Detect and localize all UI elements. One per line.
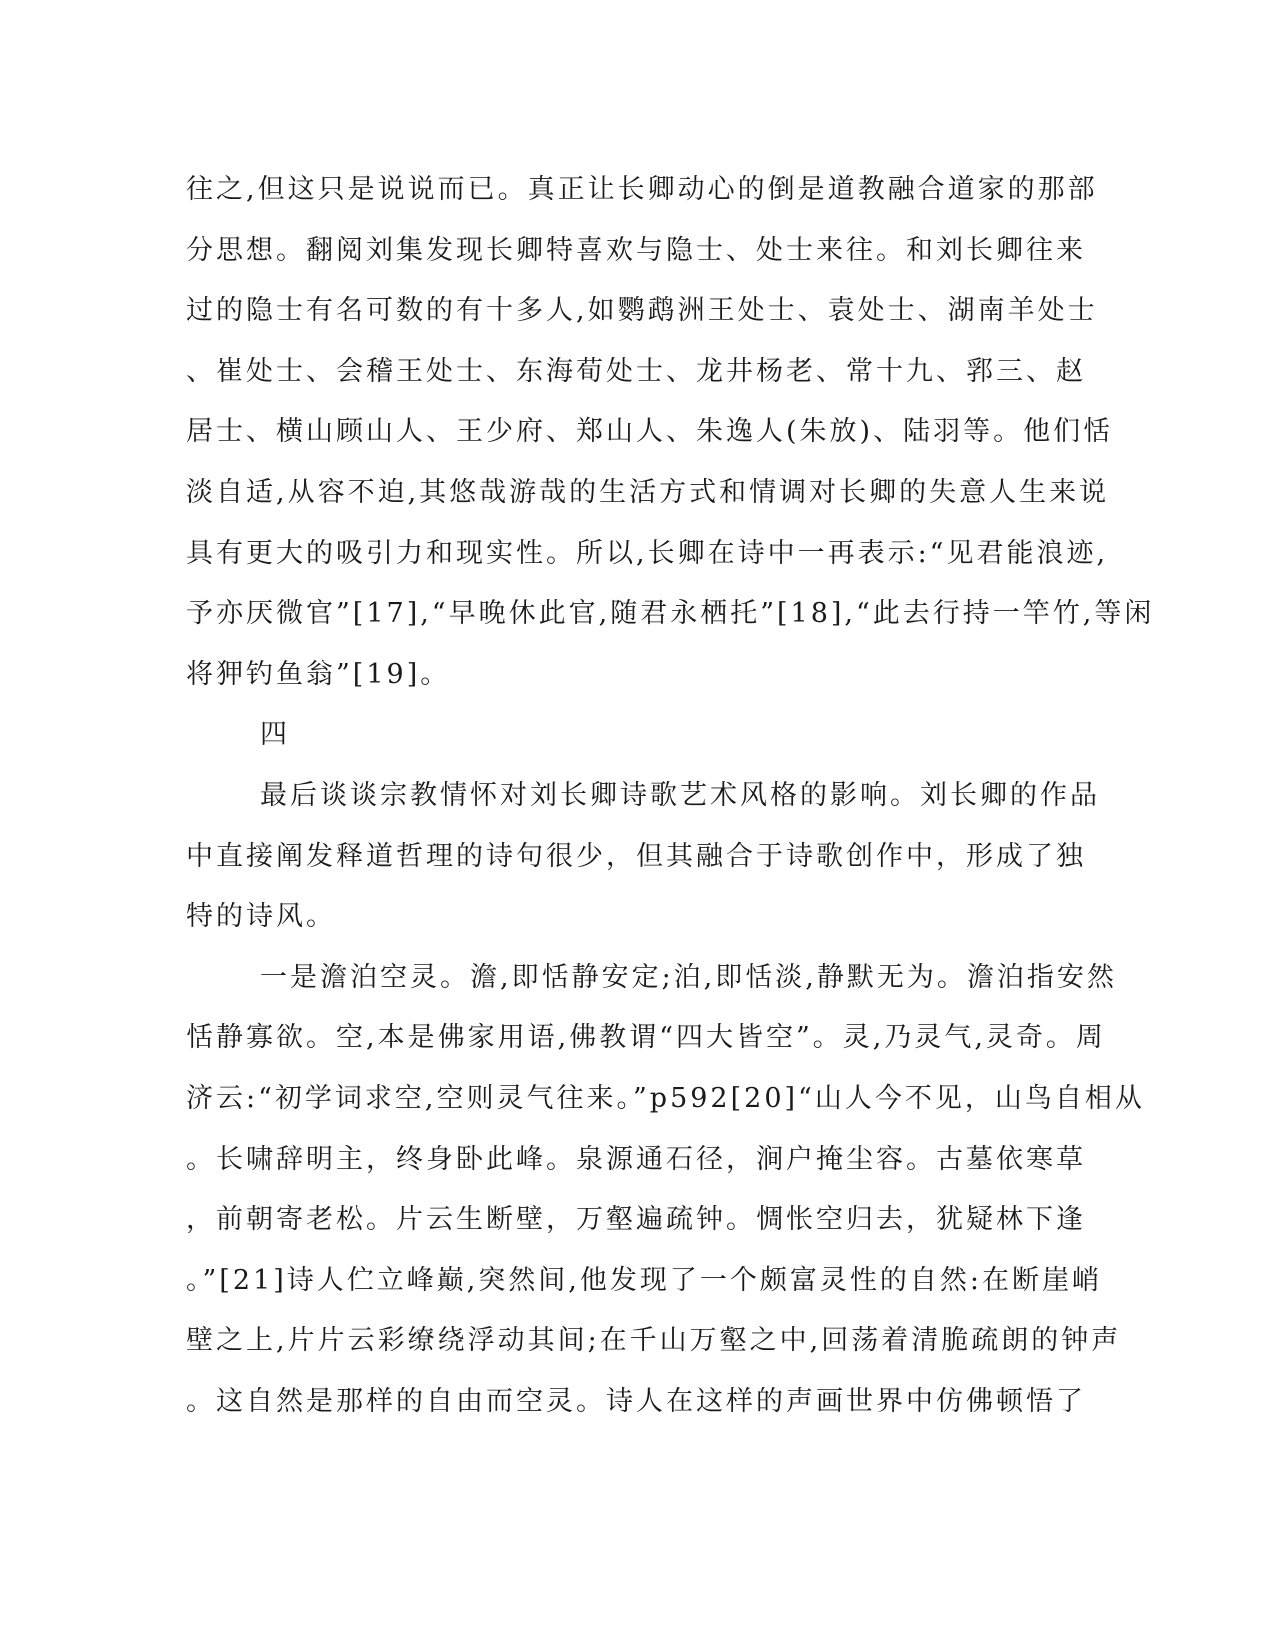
text-line: 壁之上,片片云彩缭绕浮动其间;在千山万壑之中,回荡着清脆疏朗的钟声: [186, 1325, 1122, 1357]
text-line: 济云:“初学词求空,空则灵气往来。”p592[20]“山人今不见，山鸟自相从: [186, 1082, 1145, 1114]
text-line: 一是澹泊空灵。澹,即恬静安定;泊,即恬淡,静默无为。澹泊指安然: [260, 961, 1117, 993]
text-line: 往之,但这只是说说而已。真正让长卿动心的倒是道教融合道家的那部: [186, 174, 1098, 205]
text-line: 具有更大的吸引力和现实性。所以,长卿在诗中一再表示:“见君能浪迹,: [186, 537, 1109, 569]
text-line: 。”[21]诗人伫立峰巅,突然间,他发现了一个颇富灵性的自然:在断崖峭: [186, 1264, 1102, 1296]
text-line: 中直接阐发释道哲理的诗句很少，但其融合于诗歌创作中，形成了独: [186, 840, 1086, 872]
text-line: 淡自适,从容不迫,其悠哉游哉的生活方式和情调对长卿的失意人生来说: [186, 476, 1110, 508]
text-line: 分思想。翻阅刘集发现长卿特喜欢与隐士、处士来往。和刘长卿往来: [186, 234, 1086, 266]
body-text: [186, 160, 1155, 1432]
text-line: 将狎钓鱼翁”[19]。: [186, 658, 451, 690]
text-line: 特的诗风。: [186, 901, 336, 933]
text-line: 、崔处士、会稽王处士、东海荀处士、龙井杨老、常十九、郛三、赵: [186, 355, 1086, 387]
text-line: 最后谈谈宗教情怀对刘长卿诗歌艺术风格的影响。刘长卿的作品: [260, 779, 1100, 811]
section-heading: 四: [260, 719, 290, 751]
text-line: 过的隐士有名可数的有十多人,如鹦鹉洲王处士、袁处士、湖南羊处士: [186, 295, 1098, 327]
text-line: 居士、横山顾山人、王少府、郑山人、朱逸人(朱放)、陆羽等。他们恬: [186, 416, 1114, 448]
text-line: 。长啸辞明主，终身卧此峰。泉源通石径，涧户掩尘容。古墓依寒草: [186, 1143, 1086, 1175]
text-line: 予亦厌微官”[17],“早晚休此官,随君永栖托”[18],“此去行持一竿竹,等闲: [186, 598, 1155, 630]
text-line: ，前朝寄老松。片云生断壁，万壑遍疏钟。惆怅空归去，犹疑林下逢: [186, 1204, 1086, 1236]
text-line: 恬静寡欲。空,本是佛家用语,佛教谓“四大皆空”。灵,乃灵气,灵奇。周: [186, 1022, 1106, 1054]
text-line: 。这自然是那样的自由而空灵。诗人在这样的声画世界中仿佛顿悟了: [186, 1385, 1086, 1417]
